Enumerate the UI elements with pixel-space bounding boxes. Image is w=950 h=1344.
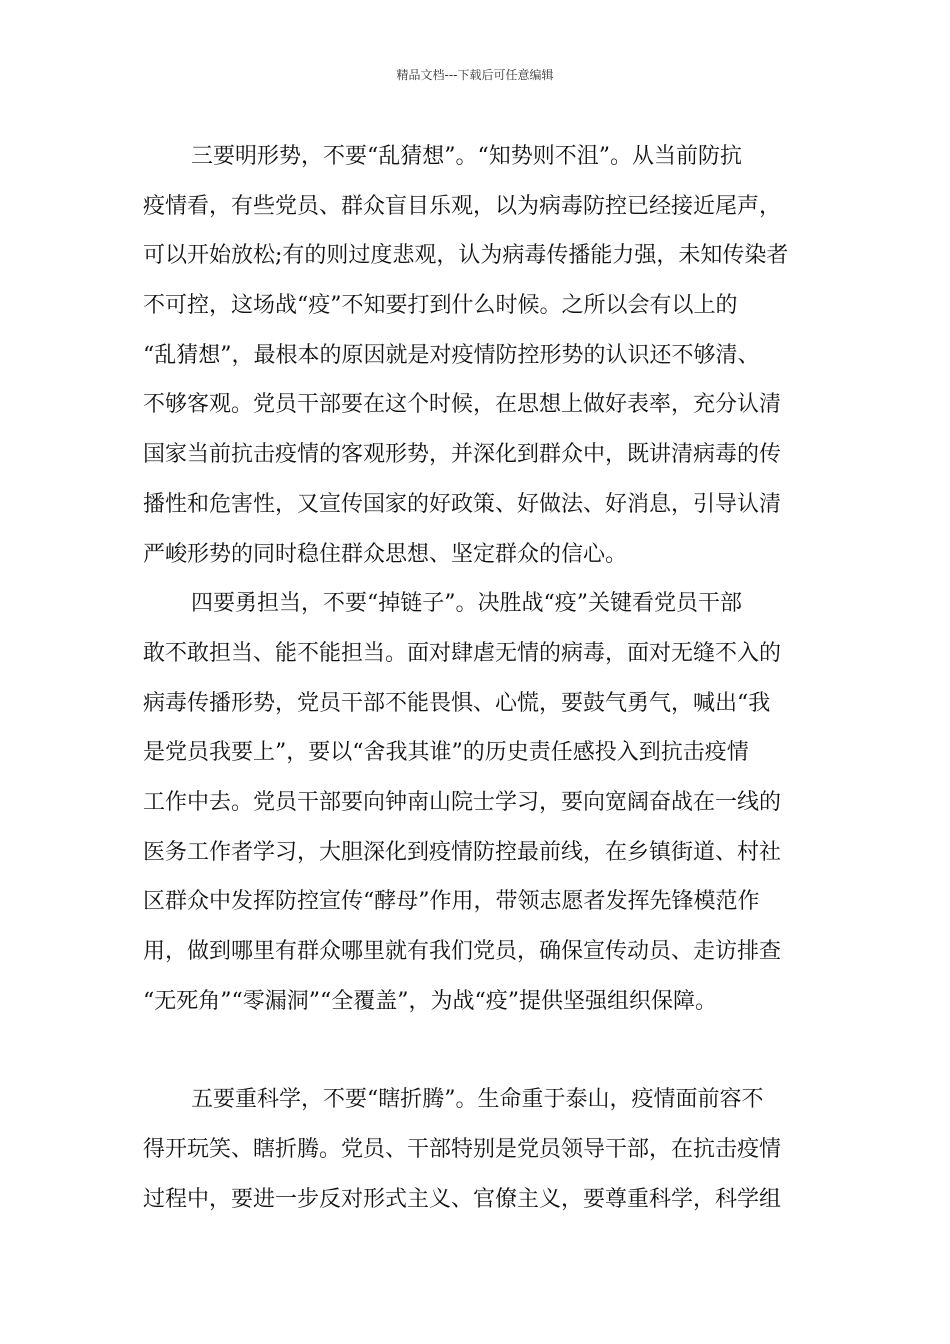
text-line: 区群众中发挥防控宣传“酵母”作用，带领志愿者发挥先锋模范作: [143, 889, 760, 915]
text-line: 工作中去。党员干部要向钟南山院士学习，要向宽阔奋战在一线的: [143, 789, 782, 815]
text-line: 医务工作者学习，大胆深化到疫情防控最前线，在乡镇街道、村社: [143, 839, 782, 865]
text-line: 播性和危害性，又宣传国家的好政策、好做法、好消息，引导认清: [143, 491, 782, 517]
text-line: 不可控，这场战“疫”不知要打到什么时候。之所以会有以上的: [143, 293, 738, 319]
text-line: 严峻形势的同时稳住群众思想、坚定群众的信心。: [143, 541, 628, 567]
paragraph-3: [143, 132, 808, 579]
paragraph-4: [143, 579, 808, 1026]
paragraph-spacer: [143, 1026, 808, 1075]
page-header: 精品文档---下载后可任意编辑: [396, 68, 554, 82]
paragraph-5: [143, 1075, 808, 1224]
text-line: 是党员我要上”，要以“舍我其谁”的历史责任感投入到抗击疫情: [143, 740, 749, 766]
document-body: [143, 132, 808, 1224]
text-line: 病毒传播形势，党员干部不能畏惧、心慌，要鼓气勇气，喊出“我: [143, 690, 771, 716]
text-line: 国家当前抗击疫情的客观形势，并深化到群众中，既讲清病毒的传: [143, 442, 782, 468]
text-line: 五要重科学，不要“瞎折腾”。生命重于泰山，疫情面前容不: [191, 1087, 764, 1113]
text-line: 四要勇担当，不要“掉链子”。决胜战“疫”关键看党员干部: [191, 591, 742, 617]
text-line: “乱猜想”，最根本的原因就是对疫情防控形势的认识还不够清、: [143, 342, 760, 368]
text-line: 可以开始放松;有的则过度悲观，认为病毒传播能力强，未知传染者: [143, 243, 789, 269]
text-line: 得开玩笑、瞎折腾。党员、干部特别是党员领导干部，在抗击疫情: [143, 1137, 782, 1163]
text-line: 敢不敢担当、能不能担当。面对肆虐无情的病毒，面对无缝不入的: [143, 640, 782, 666]
text-line: 疫情看，有些党员、群众盲目乐观，以为病毒防控已经接近尾声，: [143, 193, 782, 219]
text-line: 不够客观。党员干部要在这个时候，在思想上做好表率，充分认清: [143, 392, 782, 418]
text-line: 过程中，要进一步反对形式主义、官僚主义，要尊重科学，科学组: [143, 1186, 782, 1212]
text-line: “无死角”“零漏洞”“全覆盖”，为战“疫”提供坚强组织保障。: [143, 988, 717, 1014]
text-line: 用，做到哪里有群众哪里就有我们党员，确保宣传动员、走访排查: [143, 939, 782, 964]
text-line: 三要明形势，不要“乱猜想”。“知势则不沮”。从当前防抗: [191, 144, 742, 169]
